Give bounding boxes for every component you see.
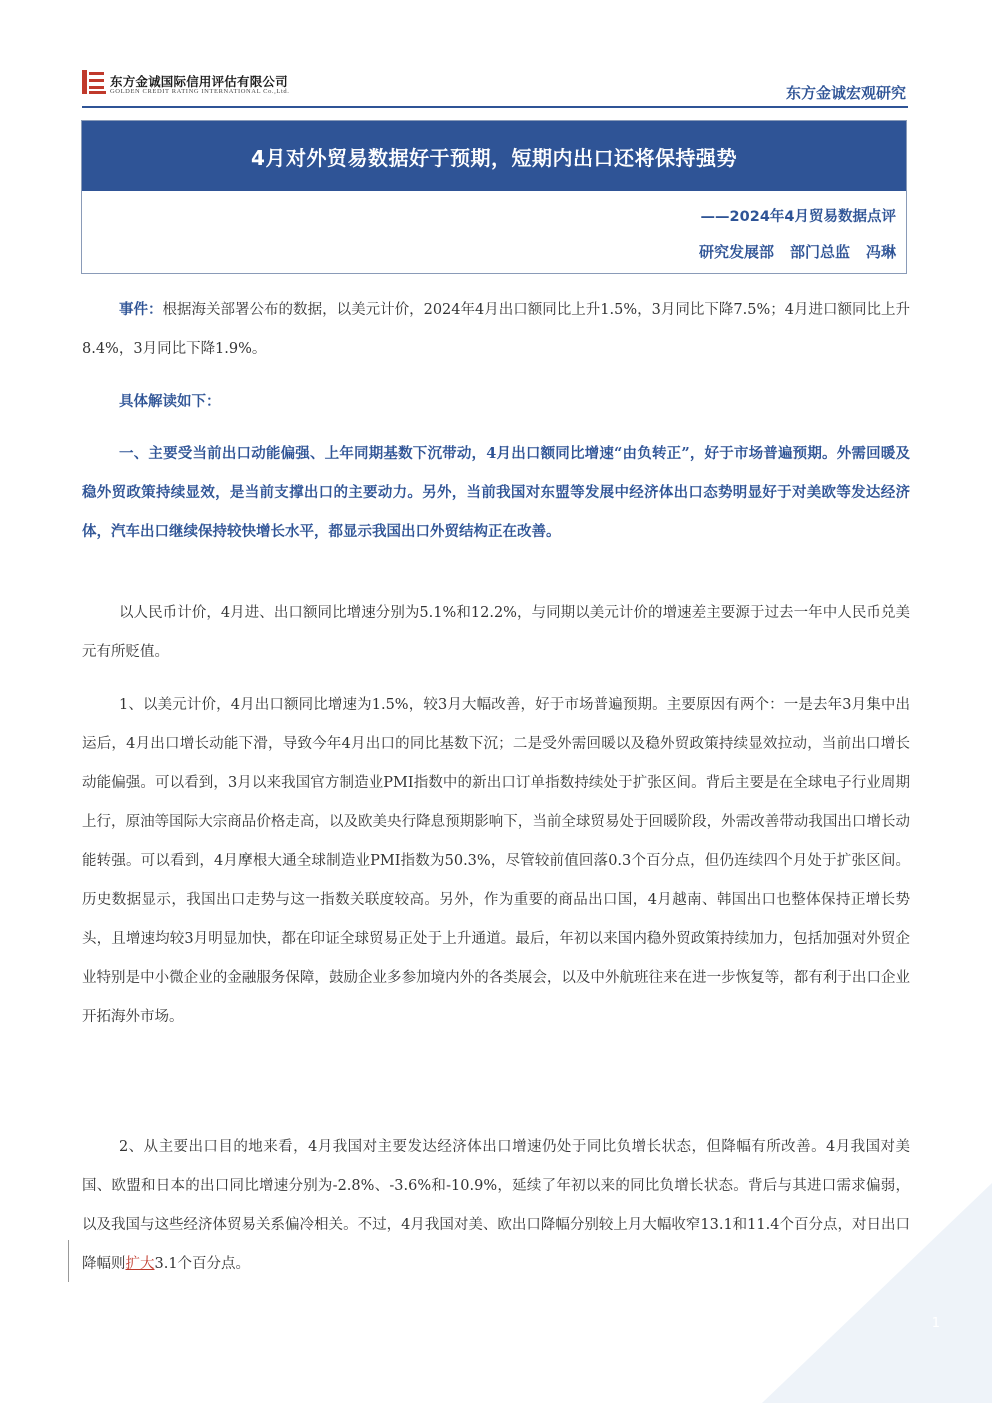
paragraph-2-end: 3.1个百分点。 [154, 1256, 251, 1272]
page-number: 1 [931, 1316, 940, 1331]
header-divider [82, 106, 908, 108]
interpretation-heading: 具体解读如下： [119, 393, 221, 410]
author-name: 冯琳 [865, 243, 896, 261]
event-label: 事件： [119, 301, 163, 318]
event-paragraph [82, 290, 910, 369]
corner-decoration [762, 1183, 992, 1403]
report-subtitle: ——2024年4月贸易数据点评 [700, 209, 896, 225]
department: 研究发展部 [698, 243, 774, 261]
rmb-paragraph: 以人民币计价，4月进、出口额同比增速分别为5.1%和12.2%，与同期以美元计价的增速差主要源于过去一年中人民币兑美元有所贬值。 [82, 605, 910, 660]
research-brand: 东方金诚宏观研究 [785, 84, 906, 102]
company-name-cn: 东方金诚国际信用评估有限公司 [110, 74, 288, 89]
event-text: 根据海关部署公布的数据，以美元计价，2024年4月出口额同比上升1.5%，3月同比下降7.5%；4月进口额同比上升8.4%，3月同比下降1.9%。 [82, 302, 910, 357]
company-name-en: GOLDEN CREDIT RATING INTERNATIONAL Co.,Ltd. [110, 88, 290, 95]
title-band [82, 121, 906, 191]
section-1-heading: 一、主要受当前出口动能偏强、上年同期基数下沉带动，4月出口额同比增速“由负转正”，好于市场普遍预期。外需回暖及稳外贸政策持续显效，是当前支撑出口的主要动力。另外，当前我国对东盟等发展中经济体出口态势明显好于对美欧等发达经济体，汽车出口继续保持较快增长水平，都显示我国出口外贸结构正在改善。 [82, 445, 910, 540]
paragraph-2-text: 2、从主要出口目的地来看，4月我国对主要发达经济体出口增速仍处于同比负增长状态，但降幅有所改善。4月我国对美国、欧盟和日本的出口同比增速分别为-2.8%、-3.6%和-10.9%，延续了年初以来的同比负增长状态。背后与其进口需求偏弱，以及我国与这些经济体贸易关系偏冷相关。不过，4月我国对美、欧出口降幅分别较上月大幅收窄13.1和11.4个百分点，对日出口降幅则 [82, 1139, 910, 1272]
title-box [81, 120, 907, 274]
author-position: 部门总监 [789, 243, 850, 261]
company-logo-icon [82, 70, 106, 94]
author-line [683, 241, 896, 262]
revised-text: 扩大 [125, 1256, 155, 1272]
report-title: 4月对外贸易数据好于预期，短期内出口还将保持强势 [251, 145, 737, 170]
paragraph-1: 1、以美元计价，4月出口额同比增速为1.5%，较3月大幅改善，好于市场普遍预期。主要原因有两个：一是去年3月集中出运后，4月出口增长动能下滑，导致今年4月出口的同比基数下沉；二是受外需回暖以及稳外贸政策持续显效拉动，当前出口增长动能偏强。可以看到，3月以来我国官方制造业PMI指数中的新出口订单指数持续处于扩张区间。背后主要是在全球电子行业周期上行，原油等国际大宗商品价格走高，以及欧美央行降息预期影响下，当前全球贸易处于回暖阶段，外需改善带动我国出口增长动能转强。可以看到，4月摩根大通全球制造业PMI指数为50.3%，尽管较前值回落0.3个百分点，但仍连续四个月处于扩张区间。历史数据显示，我国出口走势与这一指数关联度较高。另外，作为重要的商品出口国，4月越南、韩国出口也整体保持正增长势头，且增速均较3月明显加快，都在印证全球贸易正处于上升通道。最后，年初以来国内稳外贸政策持续加力，包括加强对外贸企业特别是中小微企业的金融服务保障，鼓励企业多参加境内外的各类展会，以及中外航班往来在进一步恢复等，都有利于出口企业开拓海外市场。 [82, 697, 910, 1025]
revision-margin-mark [68, 1240, 69, 1282]
